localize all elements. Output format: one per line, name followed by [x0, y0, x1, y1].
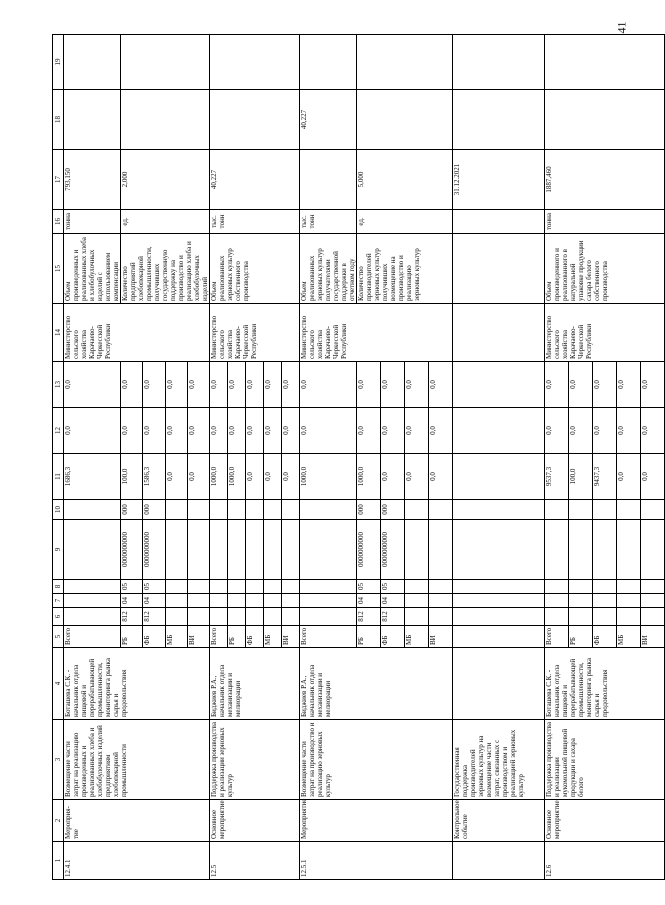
cell-v11 [453, 454, 545, 500]
cell-grbs [228, 608, 246, 626]
cell-grbs: 812 [381, 608, 405, 626]
cell-grbs [264, 608, 282, 626]
cell-ind-v18: 40,227 [300, 90, 357, 150]
cell-id: 12.6 [545, 842, 665, 880]
cell-responsible [453, 648, 545, 720]
cell-csr: 0000000000 [357, 520, 381, 580]
cell-ind-v18 [545, 90, 665, 150]
table-row [545, 35, 569, 880]
cell-v11: 0,0 [617, 454, 641, 500]
cell-v11: 9437,3 [593, 454, 617, 500]
cell-src: РБ [228, 626, 246, 648]
cell-pr [300, 580, 357, 594]
cell-id: 12.5 [210, 842, 300, 880]
cell-grbs [593, 608, 617, 626]
cell-v11: 1586,3 [143, 454, 165, 500]
cell-src: ВИ [282, 626, 300, 648]
cell-rz [210, 594, 228, 608]
cell-v13: 0,0 [381, 362, 405, 408]
page-number: 41 [614, 21, 629, 33]
cell-src: МБ [165, 626, 187, 648]
cell-type: Основное мероприятие [545, 800, 665, 842]
cell-v12: 0,0 [228, 408, 246, 454]
cell-csr [210, 520, 228, 580]
cell-vr [300, 500, 357, 520]
cell-src: РБ [569, 626, 593, 648]
cell-v11: 0,0 [405, 454, 429, 500]
cell-pr [617, 580, 641, 594]
cell-pr [453, 580, 545, 594]
cell-name: Государственная поддержка производителей зерновых культур на возмещение части затрат, связанных с производством и реализацией зерновых культур [453, 720, 545, 800]
col-header-2: 2 [53, 800, 64, 842]
cell-csr [593, 520, 617, 580]
cell-vr [64, 500, 121, 520]
cell-pr [210, 580, 228, 594]
cell-v12: 0,0 [187, 408, 209, 454]
cell-src: Всего [210, 626, 228, 648]
cell-responsible: Боташева С.К. - начальник отдела пищевой и перерабатывающей промышленности, мониторинга рынка сырья и продовольствия [545, 648, 665, 720]
cell-v12: 0,0 [381, 408, 405, 454]
cell-ministry: Министерство сельского хозяйства Карачаево-Черкесской Республики [545, 304, 665, 362]
col-header-1: 1 [53, 842, 64, 880]
cell-src: ФБ [143, 626, 165, 648]
cell-rz [405, 594, 429, 608]
cell-vr [429, 500, 453, 520]
cell-csr [300, 520, 357, 580]
cell-csr: 0000000000 [143, 520, 165, 580]
cell-ind-v18 [357, 90, 453, 150]
cell-vr [405, 500, 429, 520]
col-header-7: 7 [53, 594, 64, 608]
cell-csr [641, 520, 665, 580]
cell-src: ФБ [381, 626, 405, 648]
cell-vr: 000 [143, 500, 165, 520]
cell-rz [429, 594, 453, 608]
table-row [300, 35, 357, 880]
col-header-6: 6 [53, 608, 64, 626]
cell-ind-v19 [210, 35, 300, 90]
cell-ministry: Министерство сельского хозяйства Карачаево-Черкесской Республики [210, 304, 300, 362]
cell-src: ВИ [641, 626, 665, 648]
cell-vr [264, 500, 282, 520]
cell-ministry [453, 304, 545, 362]
cell-v11: 1000,0 [300, 454, 357, 500]
cell-ind-unit: тонна [545, 210, 665, 234]
cell-ind-v19 [121, 35, 210, 90]
cell-pr: 05 [143, 580, 165, 594]
cell-src: Всего [64, 626, 121, 648]
cell-src [453, 626, 545, 648]
cell-v13: 0,0 [187, 362, 209, 408]
cell-src: Всего [300, 626, 357, 648]
cell-v13: 0,0 [210, 362, 228, 408]
cell-v13: 0,0 [641, 362, 665, 408]
cell-rz [282, 594, 300, 608]
cell-ind-name: Объем реализованных зерновых культур получателями государственной поддержки в отчетном году [300, 234, 357, 304]
cell-pr [429, 580, 453, 594]
cell-v13 [453, 362, 545, 408]
cell-grbs [453, 608, 545, 626]
cell-v11: 0,0 [187, 454, 209, 500]
col-header-9: 9 [53, 520, 64, 580]
cell-ind-v19 [545, 35, 665, 90]
cell-ind-name: Количество производителей зерновых культур получивших возмещение на производство и реализацию зерновых культур [357, 234, 453, 304]
cell-v12: 0,0 [300, 408, 357, 454]
cell-ind-v19 [300, 35, 357, 90]
cell-vr [165, 500, 187, 520]
cell-v13: 0,0 [405, 362, 429, 408]
cell-csr [453, 520, 545, 580]
cell-type: Мероприятие [300, 800, 453, 842]
col-header-10: 10 [53, 500, 64, 520]
col-header-8: 8 [53, 580, 64, 594]
col-header-13: 13 [53, 362, 64, 408]
cell-id: 12.5.1 [300, 842, 453, 880]
cell-v12: 0,0 [264, 408, 282, 454]
cell-v13: 0,0 [228, 362, 246, 408]
cell-v12: 0,0 [545, 408, 569, 454]
cell-ind-name: Количество предприятий хлебопекарной промышленности, получивших государственную поддержку на производство и реализацию хлеба и хлебобулочных изделий [121, 234, 210, 304]
cell-vr [210, 500, 228, 520]
cell-v13: 0,0 [357, 362, 381, 408]
cell-v12: 0,0 [641, 408, 665, 454]
cell-pr [64, 580, 121, 594]
cell-v12: 0,0 [143, 408, 165, 454]
cell-grbs [641, 608, 665, 626]
cell-type: Основное мероприятие [210, 800, 300, 842]
cell-id [453, 842, 545, 880]
cell-ind-unit: тыс. тонн [210, 210, 300, 234]
cell-pr [246, 580, 264, 594]
cell-ind-name: Объем произведенных и реализованных хлеба и хлебобулочных изделий с использованием компенсации [64, 234, 121, 304]
cell-responsible: Биджиев Р.А., начальник отдела механизации и мелиорации [210, 648, 300, 720]
col-header-14: 14 [53, 304, 64, 362]
cell-pr: 05 [121, 580, 143, 594]
col-header-3: 3 [53, 720, 64, 800]
cell-responsible: Биджиев Р.А., начальник отдела механизации и мелиорации [300, 648, 453, 720]
cell-grbs [569, 608, 593, 626]
cell-pr [264, 580, 282, 594]
cell-pr: 05 [381, 580, 405, 594]
cell-v11: 100,0 [569, 454, 593, 500]
cell-rz [453, 594, 545, 608]
cell-vr [569, 500, 593, 520]
cell-v11: 0,0 [641, 454, 665, 500]
cell-ind-v18 [121, 90, 210, 150]
cell-src: ФБ [593, 626, 617, 648]
cell-ind-v18 [453, 90, 545, 150]
col-header-16: 16 [53, 210, 64, 234]
cell-v13: 0,0 [593, 362, 617, 408]
cell-rz [569, 594, 593, 608]
cell-csr [569, 520, 593, 580]
cell-csr [617, 520, 641, 580]
cell-csr [64, 520, 121, 580]
cell-grbs [545, 608, 569, 626]
cell-src: МБ [264, 626, 282, 648]
cell-v13: 0,0 [143, 362, 165, 408]
cell-v11: 1000,0 [210, 454, 228, 500]
cell-rz [165, 594, 187, 608]
cell-src: Всего [545, 626, 569, 648]
cell-src: МБ [617, 626, 641, 648]
cell-ind-unit: тыс. тонн [300, 210, 357, 234]
cell-pr [593, 580, 617, 594]
cell-v12: 0,0 [210, 408, 228, 454]
cell-v12: 0,0 [64, 408, 121, 454]
cell-vr [453, 500, 545, 520]
cell-pr [545, 580, 569, 594]
table-row [210, 35, 228, 880]
cell-ind-v18 [210, 90, 300, 150]
cell-name: Поддержка производства и реализации зерновых культур [210, 720, 300, 800]
cell-vr [187, 500, 209, 520]
cell-v12: 0,0 [617, 408, 641, 454]
cell-pr [405, 580, 429, 594]
cell-v13: 0,0 [545, 362, 569, 408]
cell-ind-v17: 5,000 [357, 150, 453, 210]
header-row [53, 35, 64, 880]
col-header-5: 5 [53, 626, 64, 648]
cell-ind-unit: ед. [357, 210, 453, 234]
cell-ind-name: Объем произведенного и реализованного в натуральной упаковке продукции сахара белого собственного производства [545, 234, 665, 304]
cell-grbs [187, 608, 209, 626]
cell-pr [228, 580, 246, 594]
cell-v11: 1000,0 [357, 454, 381, 500]
cell-csr [264, 520, 282, 580]
cell-csr [187, 520, 209, 580]
cell-csr [429, 520, 453, 580]
cell-v11: 0,0 [282, 454, 300, 500]
cell-rz [228, 594, 246, 608]
cell-v12: 0,0 [429, 408, 453, 454]
cell-name: Поддержка производства и реализации мукомольной пищевой продукции и сахара белого [545, 720, 665, 800]
cell-csr: 0000000000 [121, 520, 143, 580]
cell-grbs [617, 608, 641, 626]
cell-vr [641, 500, 665, 520]
cell-v11: 100,0 [121, 454, 143, 500]
cell-rz [641, 594, 665, 608]
cell-src: ВИ [429, 626, 453, 648]
cell-pr [641, 580, 665, 594]
cell-grbs [64, 608, 121, 626]
cell-ind-name: Объем реализованных зерновых культур собственного производства [210, 234, 300, 304]
cell-name: Возмещение части затрат на реализацию произведенных и реализованных хлеба и хлебобулочных изделий предприятиям хлебопекарной промышленности [64, 720, 210, 800]
cell-v12: 0,0 [569, 408, 593, 454]
cell-v11: 1686,3 [64, 454, 121, 500]
cell-pr [569, 580, 593, 594]
cell-ind-v19 [64, 35, 121, 90]
cell-v12 [453, 408, 545, 454]
cell-vr [593, 500, 617, 520]
cell-responsible: Боташева С.К. - начальник отдела пищевой и перерабатывающей промышленности, мониторинга рынка сырья и продовольствия [64, 648, 210, 720]
cell-v11: 0,0 [429, 454, 453, 500]
cell-v13: 0,0 [617, 362, 641, 408]
cell-csr [545, 520, 569, 580]
cell-grbs [246, 608, 264, 626]
cell-grbs [300, 608, 357, 626]
cell-ind-v17: 40,227 [210, 150, 300, 210]
cell-v13: 0,0 [165, 362, 187, 408]
cell-rz: 04 [381, 594, 405, 608]
col-header-15: 15 [53, 234, 64, 304]
cell-vr: 000 [357, 500, 381, 520]
cell-ind-v17 [300, 150, 357, 210]
col-header-12: 12 [53, 408, 64, 454]
cell-v12: 0,0 [121, 408, 143, 454]
cell-v12: 0,0 [405, 408, 429, 454]
col-header-11: 11 [53, 454, 64, 500]
cell-id: 12.4.1 [64, 842, 210, 880]
cell-csr [246, 520, 264, 580]
cell-pr [165, 580, 187, 594]
cell-ministry: Министерство сельского хозяйства Карачаево-Черкесской Республики [64, 304, 210, 362]
cell-name: Возмещение части затрат на производство и реализацию зерновых культур [300, 720, 453, 800]
cell-grbs: 812 [121, 608, 143, 626]
cell-grbs [429, 608, 453, 626]
cell-vr [228, 500, 246, 520]
cell-pr [187, 580, 209, 594]
cell-rz: 04 [357, 594, 381, 608]
cell-vr [246, 500, 264, 520]
cell-ind-unit [453, 210, 545, 234]
cell-rz [264, 594, 282, 608]
cell-ind-v17: 793,150 [64, 150, 121, 210]
cell-ind-unit: тонна [64, 210, 121, 234]
cell-v13: 0,0 [282, 362, 300, 408]
col-header-18: 18 [53, 90, 64, 150]
cell-grbs [165, 608, 187, 626]
cell-csr [228, 520, 246, 580]
table-row [64, 35, 121, 880]
cell-v12: 0,0 [165, 408, 187, 454]
cell-csr [405, 520, 429, 580]
cell-v11: 1000,0 [228, 454, 246, 500]
col-header-4: 4 [53, 648, 64, 720]
cell-grbs [405, 608, 429, 626]
cell-pr: 05 [357, 580, 381, 594]
cell-v12: 0,0 [246, 408, 264, 454]
cell-rz [617, 594, 641, 608]
col-header-17: 17 [53, 150, 64, 210]
cell-grbs [210, 608, 228, 626]
cell-ind-v18 [64, 90, 121, 150]
cell-csr: 0000000000 [381, 520, 405, 580]
cell-ind-v17: 2,000 [121, 150, 210, 210]
cell-rz [593, 594, 617, 608]
cell-ind-v19 [453, 35, 545, 90]
cell-type: Мероприя-тие [64, 800, 210, 842]
cell-vr [545, 500, 569, 520]
cell-grbs: 812 [143, 608, 165, 626]
cell-v11: 0,0 [264, 454, 282, 500]
cell-vr [617, 500, 641, 520]
cell-ind-name [453, 234, 545, 304]
cell-rz [246, 594, 264, 608]
cell-v12: 0,0 [282, 408, 300, 454]
cell-v13: 0,0 [569, 362, 593, 408]
cell-csr [282, 520, 300, 580]
cell-rz [545, 594, 569, 608]
cell-rz [187, 594, 209, 608]
cell-v13: 0,0 [64, 362, 121, 408]
cell-v12: 0,0 [593, 408, 617, 454]
cell-src: ФБ [246, 626, 264, 648]
rotated-table-wrapper [52, 35, 649, 880]
cell-ministry: Министерство сельского хозяйства Карачаево-Черкесской Республики [300, 304, 453, 362]
cell-ind-v19 [357, 35, 453, 90]
cell-grbs: 812 [357, 608, 381, 626]
cell-src: ВИ [187, 626, 209, 648]
cell-ind-v17: 1887,460 [545, 150, 665, 210]
cell-vr: 000 [381, 500, 405, 520]
cell-v13: 0,0 [264, 362, 282, 408]
cell-csr [165, 520, 187, 580]
table-row [453, 35, 545, 880]
cell-src: РБ [121, 626, 143, 648]
cell-ind-unit: ед. [121, 210, 210, 234]
cell-v13: 0,0 [300, 362, 357, 408]
cell-pr [282, 580, 300, 594]
cell-v11: 9537,3 [545, 454, 569, 500]
cell-rz [64, 594, 121, 608]
cell-rz: 04 [121, 594, 143, 608]
cell-v12: 0,0 [357, 408, 381, 454]
cell-ind-v17: 31.12.2021 [453, 150, 545, 210]
cell-src: МБ [405, 626, 429, 648]
cell-v11: 0,0 [165, 454, 187, 500]
cell-v13: 0,0 [429, 362, 453, 408]
cell-v13: 0,0 [246, 362, 264, 408]
cell-v11: 0,0 [246, 454, 264, 500]
cell-rz [300, 594, 357, 608]
cell-vr: 000 [121, 500, 143, 520]
col-header-19: 19 [53, 35, 64, 90]
cell-rz: 04 [143, 594, 165, 608]
table-body [64, 35, 665, 880]
cell-type: Контрольное событие [453, 800, 545, 842]
cell-src: РБ [357, 626, 381, 648]
cell-v13: 0,0 [121, 362, 143, 408]
program-table [52, 34, 665, 880]
cell-v11: 0,0 [381, 454, 405, 500]
cell-grbs [282, 608, 300, 626]
cell-vr [282, 500, 300, 520]
